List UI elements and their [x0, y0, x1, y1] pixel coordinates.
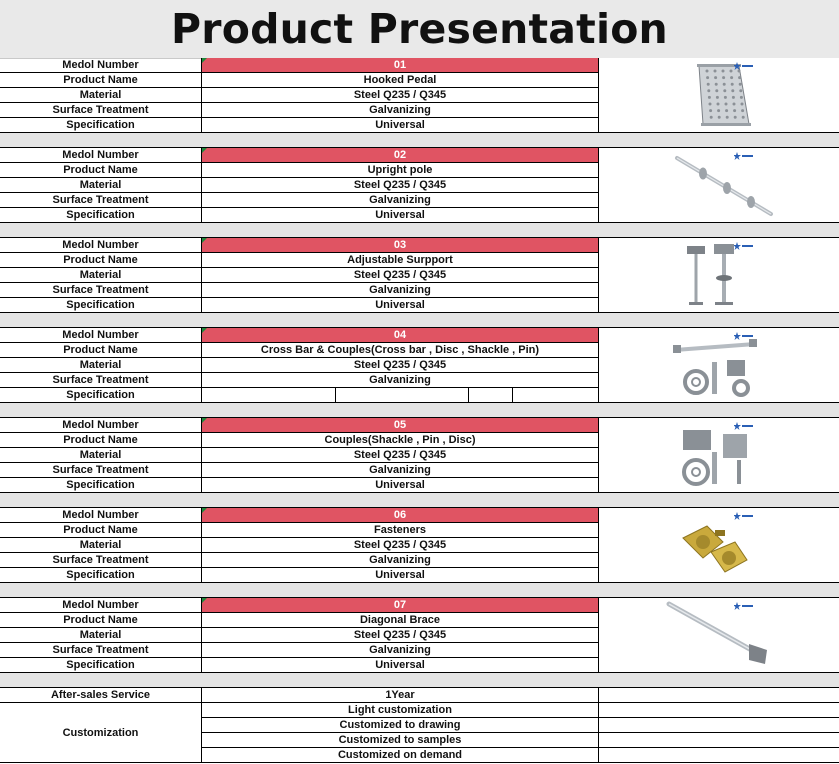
adjustable-support-image — [599, 238, 839, 313]
model-number: 06 — [202, 508, 599, 523]
row-label: Medol Number — [0, 418, 202, 433]
product-surface: Galvanizing — [202, 283, 599, 298]
row-label: Material — [0, 358, 202, 373]
product-block — [0, 58, 839, 148]
model-number: 01 — [202, 58, 599, 73]
product-material: Steel Q235 / Q345 — [202, 358, 599, 373]
product-name: Upright pole — [202, 163, 599, 178]
product-material: Steel Q235 / Q345 — [202, 178, 599, 193]
product-name: Fasteners — [202, 523, 599, 538]
customization-option: Light customization — [202, 703, 599, 718]
cell-divider — [335, 388, 336, 403]
customization-option: Customized to drawing — [202, 718, 599, 733]
brand-logo-icon — [734, 512, 754, 522]
brand-logo-icon — [734, 422, 754, 432]
row-label: Surface Treatment — [0, 553, 202, 568]
couples-image — [599, 418, 839, 493]
separator-row — [0, 673, 839, 688]
product-name: Adjustable Surpport — [202, 253, 599, 268]
upright-pole-image — [599, 148, 839, 223]
separator-row — [0, 133, 839, 148]
row-label: Product Name — [0, 163, 202, 178]
row-label: Specification — [0, 568, 202, 583]
row-label: Material — [0, 448, 202, 463]
product-surface: Galvanizing — [202, 193, 599, 208]
product-spec: Universal — [202, 568, 599, 583]
row-label: Surface Treatment — [0, 643, 202, 658]
row-label: Material — [0, 628, 202, 643]
customization-option: Customized on demand — [202, 748, 599, 763]
cell-divider — [468, 388, 469, 403]
row-label: Material — [0, 88, 202, 103]
product-surface: Galvanizing — [202, 373, 599, 388]
product-surface: Galvanizing — [202, 553, 599, 568]
product-name: Diagonal Brace — [202, 613, 599, 628]
product-block — [0, 238, 839, 328]
row-label: Product Name — [0, 73, 202, 88]
row-label: Specification — [0, 118, 202, 133]
product-material: Steel Q235 / Q345 — [202, 628, 599, 643]
row-label: Product Name — [0, 613, 202, 628]
product-surface: Galvanizing — [202, 463, 599, 478]
product-name: Cross Bar & Couples(Cross bar , Disc , Shackle , Pin) — [202, 343, 599, 358]
brand-logo-icon — [734, 62, 754, 72]
product-spec: Universal — [202, 298, 599, 313]
product-block — [0, 328, 839, 418]
row-label: Surface Treatment — [0, 193, 202, 208]
row-label: Specification — [0, 208, 202, 223]
model-number: 03 — [202, 238, 599, 253]
after-sales-value: 1Year — [202, 688, 599, 703]
row-label: Medol Number — [0, 328, 202, 343]
row-label: Specification — [0, 388, 202, 403]
row-label: Surface Treatment — [0, 463, 202, 478]
product-name: Couples(Shackle , Pin , Disc) — [202, 433, 599, 448]
cross-bar-couples-image — [599, 328, 839, 403]
separator-row — [0, 403, 839, 418]
brand-logo-icon — [734, 602, 754, 612]
fasteners-image — [599, 508, 839, 583]
model-number: 07 — [202, 598, 599, 613]
product-spec: Universal — [202, 208, 599, 223]
row-label: Surface Treatment — [0, 103, 202, 118]
product-material: Steel Q235 / Q345 — [202, 538, 599, 553]
brand-logo-icon — [734, 152, 754, 162]
product-material: Steel Q235 / Q345 — [202, 88, 599, 103]
row-label: Product Name — [0, 433, 202, 448]
product-name: Hooked Pedal — [202, 73, 599, 88]
product-block — [0, 508, 839, 598]
row-label: Medol Number — [0, 238, 202, 253]
row-label: Product Name — [0, 523, 202, 538]
row-label: Material — [0, 178, 202, 193]
product-material: Steel Q235 / Q345 — [202, 268, 599, 283]
row-label: Medol Number — [0, 148, 202, 163]
model-number: 04 — [202, 328, 599, 343]
after-sales-blank — [599, 688, 839, 703]
row-label: Product Name — [0, 343, 202, 358]
model-number: 02 — [202, 148, 599, 163]
customization-option: Customized to samples — [202, 733, 599, 748]
product-spec — [202, 388, 599, 403]
brand-logo-icon — [734, 242, 754, 252]
separator-row — [0, 313, 839, 328]
hooked-pedal-image — [599, 58, 839, 133]
product-spec: Universal — [202, 478, 599, 493]
product-spec: Universal — [202, 658, 599, 673]
row-label: Product Name — [0, 253, 202, 268]
brand-logo-icon — [734, 332, 754, 342]
product-block — [0, 148, 839, 238]
product-surface: Galvanizing — [202, 643, 599, 658]
row-label: Medol Number — [0, 508, 202, 523]
customization-blank — [599, 733, 839, 748]
customization-blank — [599, 703, 839, 718]
row-label: Surface Treatment — [0, 283, 202, 298]
diagonal-brace-image — [599, 598, 839, 673]
customization-blank — [599, 748, 839, 763]
product-material: Steel Q235 / Q345 — [202, 448, 599, 463]
product-block — [0, 418, 839, 508]
row-label: Surface Treatment — [0, 373, 202, 388]
separator-row — [0, 223, 839, 238]
customization-label: Customization — [0, 703, 202, 763]
product-spec: Universal — [202, 118, 599, 133]
row-label: Specification — [0, 478, 202, 493]
after-sales-label: After-sales Service — [0, 688, 202, 703]
row-label: Specification — [0, 298, 202, 313]
model-number: 05 — [202, 418, 599, 433]
separator-row — [0, 583, 839, 598]
row-label: Specification — [0, 658, 202, 673]
separator-row — [0, 493, 839, 508]
row-label: Material — [0, 538, 202, 553]
row-label: Material — [0, 268, 202, 283]
row-label: Medol Number — [0, 58, 202, 73]
product-surface: Galvanizing — [202, 103, 599, 118]
product-block — [0, 598, 839, 688]
customization-blank — [599, 718, 839, 733]
cell-divider — [512, 388, 513, 403]
row-label: Medol Number — [0, 598, 202, 613]
page-title: Product Presentation — [0, 0, 839, 59]
